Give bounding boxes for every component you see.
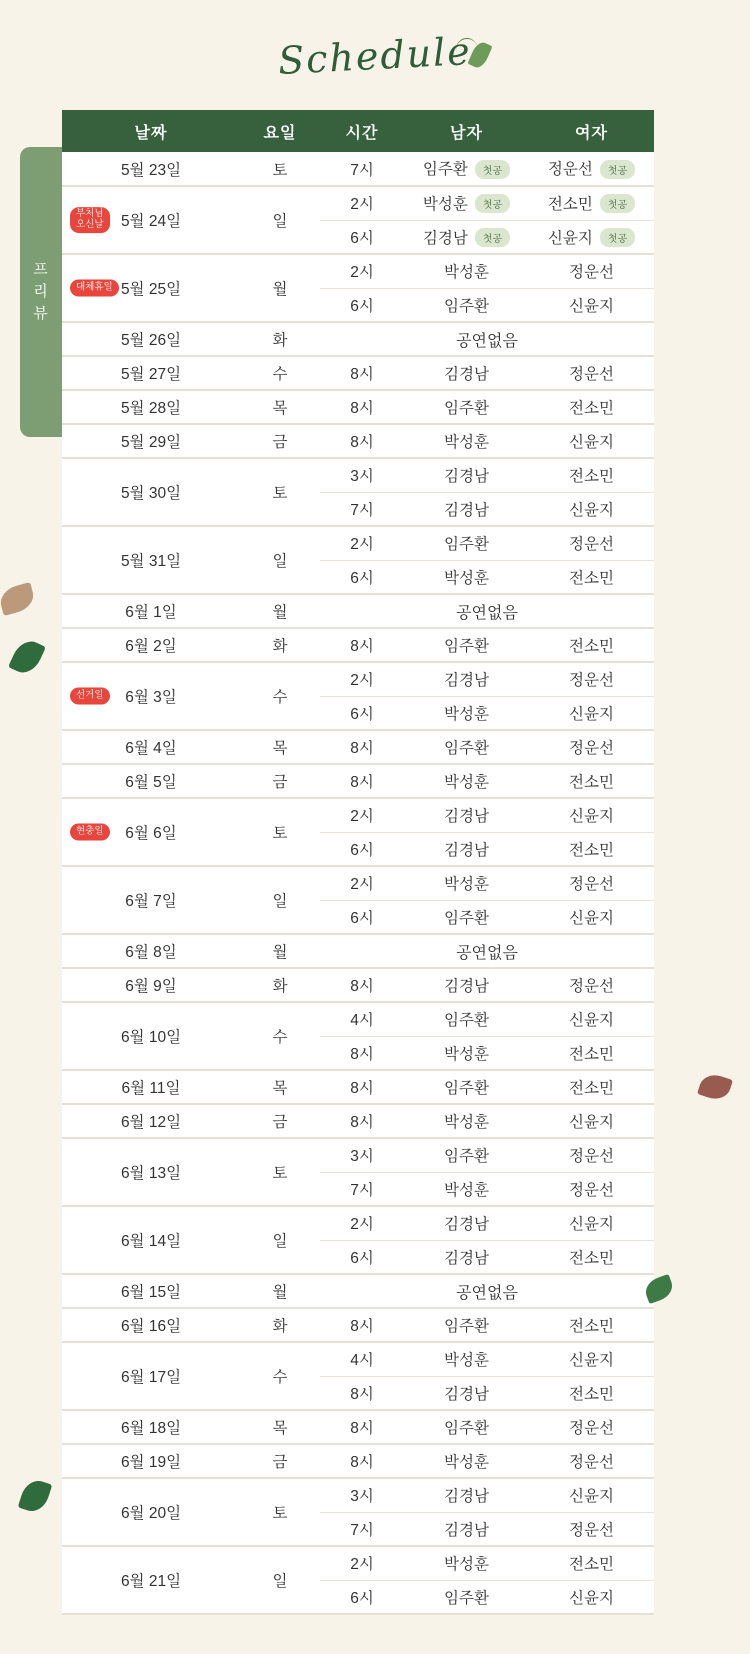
cell-time: 4시: [320, 1002, 404, 1036]
cell-actor-male: 김경남: [404, 1478, 529, 1512]
page-title-area: [0, 0, 750, 112]
first-show-tag: 첫공: [475, 160, 510, 179]
cell-actor-female: 신윤지: [529, 1478, 654, 1512]
cell-time: 2시: [320, 662, 404, 696]
table-row: [62, 764, 654, 798]
cell-time: 2시: [320, 526, 404, 560]
cell-actor-male: 임주환: [404, 1138, 529, 1172]
leaf-decoration-icon: [697, 1071, 733, 1103]
cell-time: 8시: [320, 424, 404, 458]
preview-tab-label: 프 리 뷰: [33, 261, 49, 322]
cell-actor-female: 전소민: [529, 628, 654, 662]
cell-time: 2시: [320, 1206, 404, 1240]
cell-actor-female: 신윤지: [529, 1342, 654, 1376]
date-label: 6월 3일: [125, 689, 177, 706]
table-row: [62, 1478, 654, 1512]
date-label: 6월 16일: [120, 1318, 182, 1335]
cell-day: 수: [240, 356, 320, 390]
cell-date: [62, 662, 240, 730]
cell-actor-male: 박성훈: [404, 1036, 529, 1070]
date-label: 5월 23일: [120, 161, 182, 179]
cell-actor-female: 정운선: [529, 1138, 654, 1172]
cell-time: 8시: [320, 1104, 404, 1138]
cell-time: 8시: [320, 1444, 404, 1478]
cell-actor-female: 전소민: [529, 390, 654, 424]
cell-day: 금: [240, 424, 320, 458]
date-label: 5월 30일: [120, 485, 182, 502]
table-body: [62, 152, 654, 1614]
cell-date: [62, 1070, 240, 1104]
cell-actor-male: 김경남: [404, 1206, 529, 1240]
cell-actor-male: 김경남: [404, 356, 529, 390]
cell-day: 토: [240, 798, 320, 866]
cell-time: 6시: [320, 560, 404, 594]
cell-actor-female: 전소민: [529, 764, 654, 798]
cell-actor-female: 신윤지: [529, 424, 654, 458]
cell-time: 8시: [320, 730, 404, 764]
column-header-0: 날짜: [62, 110, 240, 152]
cell-time: 7시: [320, 492, 404, 526]
date-label: 6월 19일: [120, 1454, 182, 1471]
cell-day: 일: [240, 526, 320, 594]
cell-date: 6월 15일: [62, 1274, 240, 1308]
cell-date: [62, 356, 240, 390]
cell-actor-female: 전소민: [529, 458, 654, 492]
cell-time: 6시: [320, 1240, 404, 1274]
cell-time: 6시: [320, 220, 404, 254]
table-row: [62, 356, 654, 390]
cell-date: [62, 1444, 240, 1478]
table-row: [62, 1104, 654, 1138]
first-show-tag: 첫공: [600, 194, 635, 213]
cell-date: [62, 458, 240, 526]
cell-actor-male: 김경남: [404, 968, 529, 1002]
date-label: 6월 7일: [125, 893, 177, 910]
cell-day: 금: [240, 1104, 320, 1138]
cell-actor-female: 전소민: [529, 1240, 654, 1274]
cell-time: 2시: [320, 186, 404, 220]
cell-date: [62, 152, 240, 186]
cell-day: 토: [240, 1138, 320, 1206]
cell-day: 일: [240, 866, 320, 934]
cell-time: 8시: [320, 1308, 404, 1342]
date-label: 6월 17일: [120, 1369, 182, 1386]
cell-time: 7시: [320, 1512, 404, 1546]
cell-actor-male: 박성훈: [404, 1342, 529, 1376]
table-row: [62, 322, 654, 356]
cell-time: 8시: [320, 390, 404, 424]
cell-actor-male: 임주환 첫공: [404, 152, 529, 186]
cell-actor-female: 정운선: [529, 526, 654, 560]
date-label: 5월 28일: [120, 400, 182, 417]
cell-day: 일: [240, 186, 320, 254]
cell-actor-female: 정운선: [529, 1410, 654, 1444]
cell-actor-male: 김경남: [404, 832, 529, 866]
cell-actor-male: 임주환: [404, 288, 529, 322]
cell-actor-female: 정운선: [529, 356, 654, 390]
date-label: 5월 31일: [120, 553, 182, 570]
cell-actor-female: 신윤지: [529, 1002, 654, 1036]
date-label: 6월 5일: [125, 774, 177, 791]
table-row: [62, 730, 654, 764]
cell-day: 화: [240, 1308, 320, 1342]
date-label: 6월 18일: [120, 1420, 182, 1437]
cell-actor-male: 임주환: [404, 390, 529, 424]
table-row: [62, 254, 654, 288]
cell-time: 6시: [320, 900, 404, 934]
cell-actor-female: 신윤지: [529, 288, 654, 322]
cell-actor-female: 전소민: [529, 560, 654, 594]
schedule-table: [62, 110, 654, 1615]
first-show-tag: 첫공: [600, 160, 635, 179]
leaf-decoration-icon: [8, 636, 46, 678]
date-label: 6월 12일: [120, 1114, 182, 1131]
cell-actor-male: 임주환: [404, 730, 529, 764]
date-label: 6월 6일: [125, 825, 177, 842]
date-label: 6월 13일: [120, 1165, 182, 1182]
cell-date: [62, 866, 240, 934]
cell-day: 목: [240, 1410, 320, 1444]
cell-date: [62, 968, 240, 1002]
cell-day: 일: [240, 1206, 320, 1274]
preview-tab[interactable]: [20, 147, 62, 437]
cell-actor-female: 전소민: [529, 1308, 654, 1342]
table-row: [62, 662, 654, 696]
cell-date: [62, 1104, 240, 1138]
cell-actor-female: 전소민: [529, 1036, 654, 1070]
first-show-tag: 첫공: [600, 228, 635, 247]
cell-no-show: 공연없음: [320, 934, 654, 968]
table-row: [62, 798, 654, 832]
cell-day: 화: [240, 628, 320, 662]
cell-actor-female: 전소민: [529, 1070, 654, 1104]
cell-date: [62, 254, 240, 322]
cell-actor-male: 박성훈 첫공: [404, 186, 529, 220]
cell-actor-female: 신윤지: [529, 1580, 654, 1614]
cell-time: 8시: [320, 764, 404, 798]
cell-actor-female: 정운선: [529, 662, 654, 696]
cell-actor-male: 박성훈: [404, 560, 529, 594]
cell-day: 화: [240, 322, 320, 356]
table-row: [62, 1070, 654, 1104]
cell-actor-female: 신윤지: [529, 900, 654, 934]
cell-day: 토: [240, 1478, 320, 1546]
cell-actor-female: 정운선: [529, 1172, 654, 1206]
cell-actor-female: 신윤지: [529, 1206, 654, 1240]
table-row: [62, 1274, 654, 1308]
holiday-badge: 부처님 오신날: [70, 207, 110, 233]
table-row: [62, 1138, 654, 1172]
date-label: 5월 29일: [120, 434, 182, 451]
cell-date: [62, 424, 240, 458]
table-row: [62, 1002, 654, 1036]
table-row: [62, 1410, 654, 1444]
table-row: [62, 1444, 654, 1478]
cell-day: 금: [240, 1444, 320, 1478]
cell-actor-male: 김경남: [404, 1240, 529, 1274]
table-row: [62, 1308, 654, 1342]
cell-date: [62, 798, 240, 866]
cell-time: 8시: [320, 1036, 404, 1070]
cell-actor-male: 김경남 첫공: [404, 220, 529, 254]
cell-day: 수: [240, 1002, 320, 1070]
cell-date: 6월 1일: [62, 594, 240, 628]
table-row: [62, 390, 654, 424]
table-row: [62, 934, 654, 968]
table-row: [62, 1342, 654, 1376]
date-label: 6월 4일: [125, 740, 177, 757]
cell-actor-female: 신윤지: [529, 492, 654, 526]
cell-date: [62, 526, 240, 594]
cell-actor-male: 박성훈: [404, 424, 529, 458]
cell-actor-male: 박성훈: [404, 764, 529, 798]
cell-date: [62, 1002, 240, 1070]
cell-time: 3시: [320, 1138, 404, 1172]
column-header-2: 시간: [320, 110, 404, 152]
cell-time: 6시: [320, 696, 404, 730]
table-row: [62, 424, 654, 458]
holiday-badge: 현충일: [70, 824, 110, 841]
cell-actor-female: 신윤지: [529, 696, 654, 730]
date-label: 5월 24일: [120, 213, 182, 230]
cell-day: 월: [240, 594, 320, 628]
cell-actor-female: 신윤지: [529, 798, 654, 832]
cell-date: [62, 1308, 240, 1342]
cell-actor-male: 임주환: [404, 1580, 529, 1614]
cell-time: 2시: [320, 254, 404, 288]
cell-date: [62, 1206, 240, 1274]
cell-actor-male: 박성훈: [404, 254, 529, 288]
table-header-row: [62, 110, 654, 152]
cell-date: [62, 1546, 240, 1614]
cell-actor-male: 김경남: [404, 492, 529, 526]
cell-actor-male: 임주환: [404, 1308, 529, 1342]
cell-actor-male: 임주환: [404, 1002, 529, 1036]
page-title: Schedule: [277, 28, 473, 84]
cell-actor-female: 정운선: [529, 254, 654, 288]
date-label: 6월 20일: [120, 1505, 182, 1522]
date-label: 6월 10일: [120, 1029, 182, 1046]
cell-time: 8시: [320, 1070, 404, 1104]
cell-day: 일: [240, 1546, 320, 1614]
cell-actor-female: 정운선: [529, 968, 654, 1002]
cell-actor-female: 전소민: [529, 832, 654, 866]
table-row: [62, 628, 654, 662]
cell-day: 수: [240, 1342, 320, 1410]
table-row: [62, 186, 654, 220]
date-label: 5월 25일: [120, 281, 182, 298]
cell-actor-female: 정운선: [529, 730, 654, 764]
cell-time: 7시: [320, 152, 404, 186]
cell-time: 6시: [320, 288, 404, 322]
leaf-decoration-icon: [0, 582, 37, 616]
cell-actor-female: 신윤지: [529, 1104, 654, 1138]
cell-actor-male: 박성훈: [404, 1546, 529, 1580]
cell-date: [62, 730, 240, 764]
date-label: 5월 27일: [120, 366, 182, 383]
cell-day: 월: [240, 254, 320, 322]
cell-time: 8시: [320, 628, 404, 662]
cell-time: 8시: [320, 1410, 404, 1444]
date-label: 6월 11일: [121, 1080, 181, 1097]
cell-date: [62, 390, 240, 424]
cell-day: 목: [240, 1070, 320, 1104]
cell-date: [62, 1138, 240, 1206]
cell-time: 6시: [320, 1580, 404, 1614]
date-label: 6월 9일: [125, 978, 177, 995]
cell-actor-female: 신윤지 첫공: [529, 220, 654, 254]
cell-time: 7시: [320, 1172, 404, 1206]
cell-actor-male: 김경남: [404, 1376, 529, 1410]
cell-time: 8시: [320, 356, 404, 390]
cell-actor-male: 박성훈: [404, 1444, 529, 1478]
cell-no-show: 공연없음: [320, 594, 654, 628]
table-row: [62, 1206, 654, 1240]
cell-time: 4시: [320, 1342, 404, 1376]
cell-day: 월: [240, 934, 320, 968]
column-header-4: 여자: [529, 110, 654, 152]
cell-time: 8시: [320, 1376, 404, 1410]
cell-day: 월: [240, 1274, 320, 1308]
table-row: [62, 968, 654, 1002]
date-label: 6월 2일: [125, 638, 177, 655]
cell-day: 토: [240, 458, 320, 526]
cell-date: 6월 8일: [62, 934, 240, 968]
schedule-table-wrap: [62, 110, 654, 1615]
table-head: [62, 110, 654, 152]
cell-day: 금: [240, 764, 320, 798]
cell-time: 3시: [320, 458, 404, 492]
cell-no-show: 공연없음: [320, 1274, 654, 1308]
cell-actor-male: 김경남: [404, 458, 529, 492]
cell-day: 토: [240, 152, 320, 186]
table-row: [62, 152, 654, 186]
cell-actor-male: 임주환: [404, 1410, 529, 1444]
cell-actor-female: 정운선 첫공: [529, 152, 654, 186]
cell-actor-male: 임주환: [404, 628, 529, 662]
cell-day: 화: [240, 968, 320, 1002]
table-row: [62, 866, 654, 900]
column-header-3: 남자: [404, 110, 529, 152]
cell-time: 2시: [320, 866, 404, 900]
leaf-decoration-icon: [18, 1477, 53, 1515]
cell-actor-male: 김경남: [404, 1512, 529, 1546]
cell-actor-male: 임주환: [404, 526, 529, 560]
cell-actor-female: 정운선: [529, 866, 654, 900]
cell-date: [62, 1342, 240, 1410]
cell-day: 목: [240, 390, 320, 424]
first-show-tag: 첫공: [475, 194, 510, 213]
cell-actor-male: 김경남: [404, 798, 529, 832]
cell-time: 8시: [320, 968, 404, 1002]
cell-actor-male: 임주환: [404, 900, 529, 934]
cell-no-show: 공연없음: [320, 322, 654, 356]
table-row: [62, 526, 654, 560]
table-row: [62, 1546, 654, 1580]
cell-date: 5월 26일: [62, 322, 240, 356]
date-label: 6월 21일: [120, 1573, 182, 1590]
cell-actor-male: 박성훈: [404, 1172, 529, 1206]
cell-day: 수: [240, 662, 320, 730]
cell-actor-male: 박성훈: [404, 866, 529, 900]
table-row: [62, 458, 654, 492]
table-row: [62, 594, 654, 628]
cell-date: [62, 628, 240, 662]
first-show-tag: 첫공: [475, 228, 510, 247]
cell-actor-male: 박성훈: [404, 696, 529, 730]
cell-actor-female: 전소민: [529, 1376, 654, 1410]
cell-day: 목: [240, 730, 320, 764]
holiday-badge: 대체휴일: [70, 280, 119, 297]
holiday-badge: 선거일: [70, 688, 110, 705]
cell-date: [62, 1478, 240, 1546]
cell-actor-female: 전소민: [529, 1546, 654, 1580]
cell-actor-female: 정운선: [529, 1444, 654, 1478]
cell-actor-male: 박성훈: [404, 1104, 529, 1138]
cell-actor-male: 임주환: [404, 1070, 529, 1104]
column-header-1: 요일: [240, 110, 320, 152]
cell-actor-female: 전소민 첫공: [529, 186, 654, 220]
cell-date: [62, 186, 240, 254]
cell-actor-female: 정운선: [529, 1512, 654, 1546]
cell-date: [62, 1410, 240, 1444]
cell-time: 2시: [320, 1546, 404, 1580]
cell-date: [62, 764, 240, 798]
cell-time: 3시: [320, 1478, 404, 1512]
cell-time: 2시: [320, 798, 404, 832]
cell-actor-male: 김경남: [404, 662, 529, 696]
cell-time: 6시: [320, 832, 404, 866]
date-label: 6월 14일: [120, 1233, 182, 1250]
